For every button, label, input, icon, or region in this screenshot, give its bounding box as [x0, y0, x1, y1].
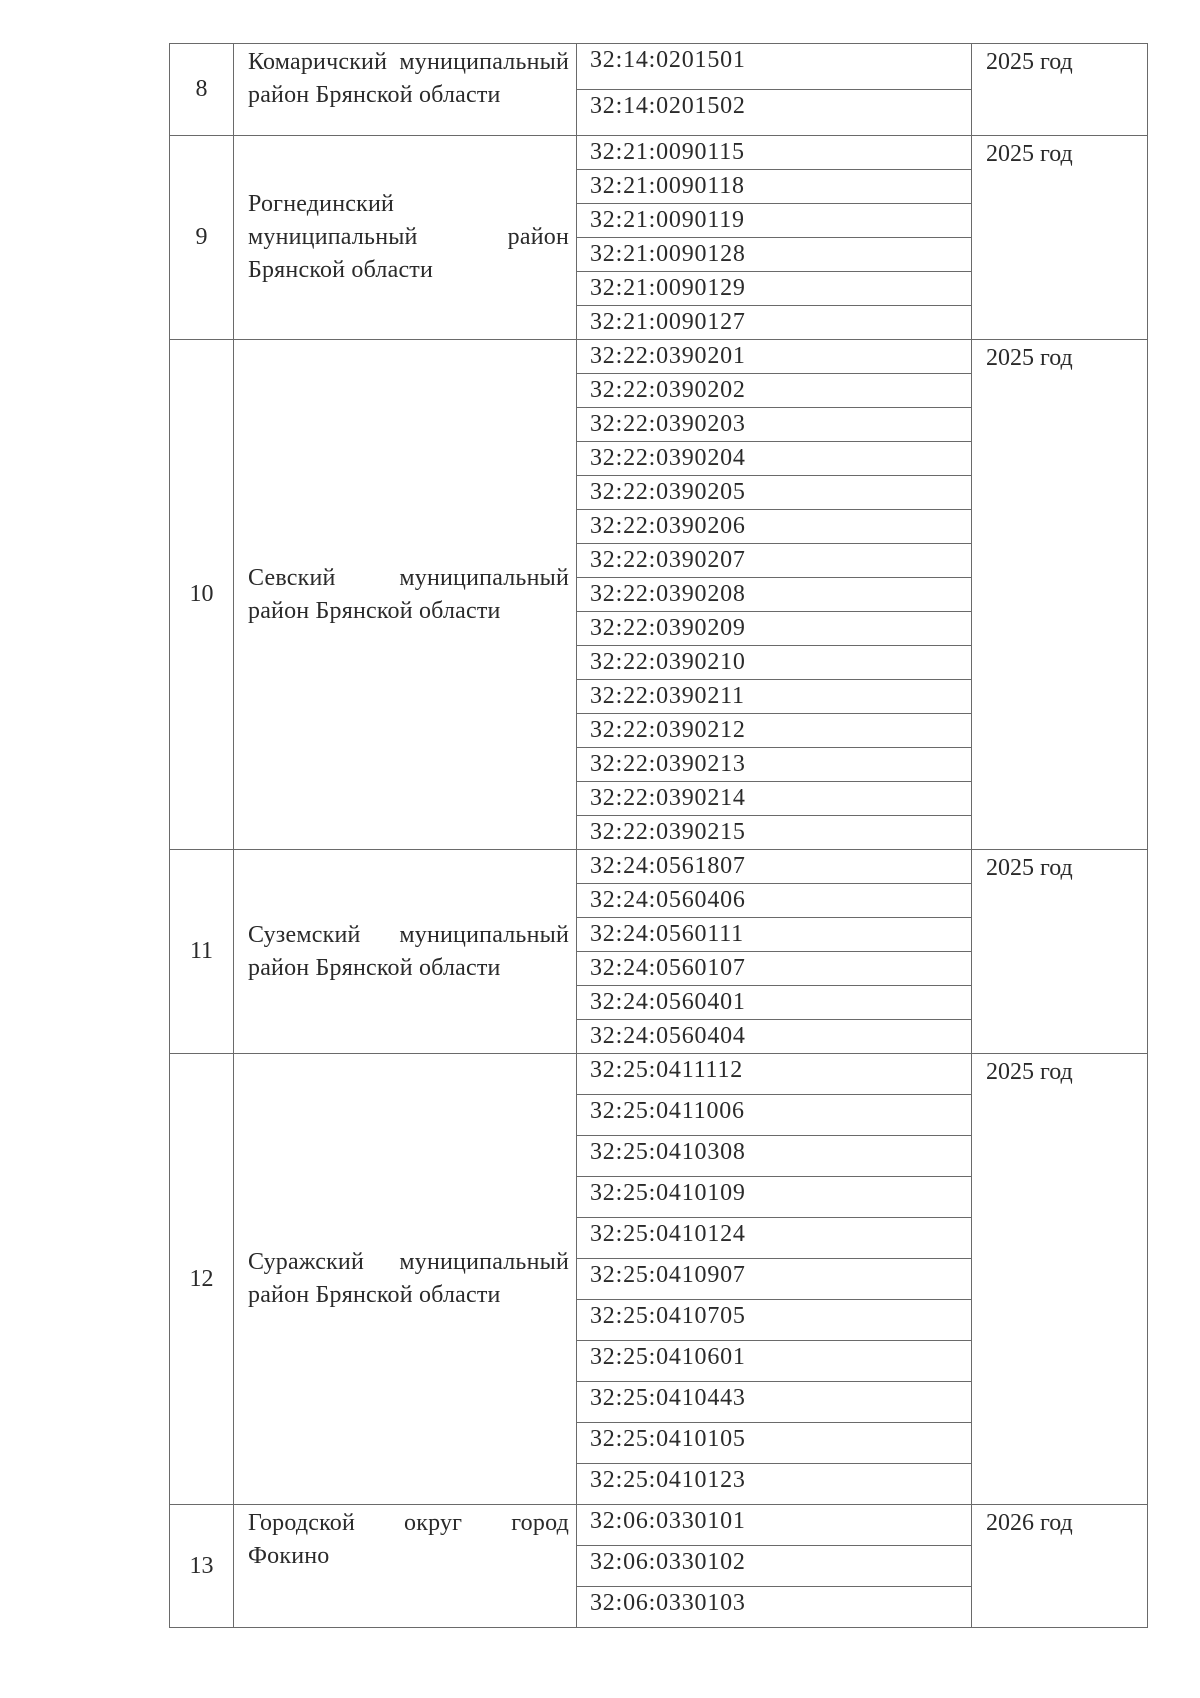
cadastral-quarter-number: 32:25:0410123: [577, 1464, 972, 1505]
municipality-name-cell: [234, 136, 577, 340]
work-year: 2025 год: [972, 136, 1148, 340]
cadastral-quarter-number: 32:22:0390210: [577, 646, 972, 680]
cadastral-quarter-number: 32:25:0410705: [577, 1300, 972, 1341]
table-row: [170, 340, 1148, 374]
municipality-name: Севский муниципальный район Брянской области: [248, 564, 569, 624]
row-number: 10: [170, 340, 234, 850]
cadastral-quarter-number: 32:22:0390201: [577, 340, 972, 374]
cadastral-quarter-number: 32:22:0390208: [577, 578, 972, 612]
cadastral-quarter-number: 32:21:0090118: [577, 170, 972, 204]
cadastral-quarter-number: 32:25:0411112: [577, 1054, 972, 1095]
row-number: 9: [170, 136, 234, 340]
cadastral-quarter-number: 32:22:0390206: [577, 510, 972, 544]
cadastral-quarter-number: 32:25:0410109: [577, 1177, 972, 1218]
cadastral-quarter-number: 32:22:0390211: [577, 680, 972, 714]
municipality-name: Суземский муниципальный район Брянской области: [248, 921, 569, 981]
cadastral-quarter-number: 32:24:0560111: [577, 918, 972, 952]
municipality-name: Рогнединский муниципальный район Брянской области: [248, 191, 569, 283]
cadastral-quarter-number: 32:06:0330102: [577, 1546, 972, 1587]
row-number: 13: [170, 1505, 234, 1628]
cadastral-quarter-number: 32:24:0561807: [577, 850, 972, 884]
work-year: 2026 год: [972, 1505, 1148, 1628]
cadastral-quarter-number: 32:21:0090119: [577, 204, 972, 238]
cadastral-quarter-number: 32:14:0201502: [577, 90, 972, 136]
work-year: 2025 год: [972, 1054, 1148, 1505]
cadastral-quarter-number: 32:21:0090128: [577, 238, 972, 272]
cadastral-quarters-table: [169, 43, 1148, 1628]
municipality-name: Городской округ город Фокино: [248, 1510, 569, 1569]
cadastral-quarter-number: 32:25:0410907: [577, 1259, 972, 1300]
work-year: 2025 год: [972, 44, 1148, 136]
cadastral-quarter-number: 32:22:0390212: [577, 714, 972, 748]
cadastral-quarter-number: 32:22:0390205: [577, 476, 972, 510]
cadastral-quarter-number: 32:22:0390207: [577, 544, 972, 578]
work-year: 2025 год: [972, 850, 1148, 1054]
municipality-name: Суражский муниципальный район Брянской области: [248, 1249, 569, 1308]
cadastral-quarter-number: 32:22:0390213: [577, 748, 972, 782]
table-row: [170, 136, 1148, 170]
cadastral-quarter-number: 32:24:0560107: [577, 952, 972, 986]
cadastral-quarter-number: 32:14:0201501: [577, 44, 972, 90]
row-number: 12: [170, 1054, 234, 1505]
cadastral-quarter-number: 32:25:0411006: [577, 1095, 972, 1136]
cadastral-quarter-number: 32:24:0560406: [577, 884, 972, 918]
cadastral-quarter-number: 32:25:0410124: [577, 1218, 972, 1259]
work-year: 2025 год: [972, 340, 1148, 850]
cadastral-quarter-number: 32:24:0560404: [577, 1020, 972, 1054]
table-row: [170, 1505, 1148, 1546]
row-number: 8: [170, 44, 234, 136]
municipality-name-cell: [234, 340, 577, 850]
cadastral-quarter-number: 32:22:0390203: [577, 408, 972, 442]
cadastral-quarter-number: 32:25:0410308: [577, 1136, 972, 1177]
cadastral-quarter-number: 32:24:0560401: [577, 986, 972, 1020]
cadastral-quarter-number: 32:06:0330103: [577, 1587, 972, 1628]
row-number: 11: [170, 850, 234, 1054]
municipality-name-cell: [234, 1054, 577, 1505]
cadastral-quarter-number: 32:25:0410601: [577, 1341, 972, 1382]
table-body: [170, 44, 1148, 1628]
cadastral-quarter-number: 32:22:0390202: [577, 374, 972, 408]
cadastral-quarter-number: 32:21:0090129: [577, 272, 972, 306]
cadastral-quarter-number: 32:21:0090115: [577, 136, 972, 170]
municipality-name-cell: [234, 44, 577, 136]
cadastral-quarter-number: 32:21:0090127: [577, 306, 972, 340]
table-row: [170, 850, 1148, 884]
table-row: [170, 44, 1148, 90]
municipality-name-cell: [234, 1505, 577, 1628]
cadastral-quarter-number: 32:25:0410443: [577, 1382, 972, 1423]
cadastral-quarter-number: 32:22:0390214: [577, 782, 972, 816]
municipality-name: Комаричский муниципальный район Брянской области: [248, 49, 569, 108]
cadastral-quarter-number: 32:22:0390215: [577, 816, 972, 850]
cadastral-quarter-number: 32:22:0390204: [577, 442, 972, 476]
cadastral-quarter-number: 32:22:0390209: [577, 612, 972, 646]
municipality-name-cell: [234, 850, 577, 1054]
table-row: [170, 1054, 1148, 1095]
cadastral-quarter-number: 32:06:0330101: [577, 1505, 972, 1546]
cadastral-quarter-number: 32:25:0410105: [577, 1423, 972, 1464]
